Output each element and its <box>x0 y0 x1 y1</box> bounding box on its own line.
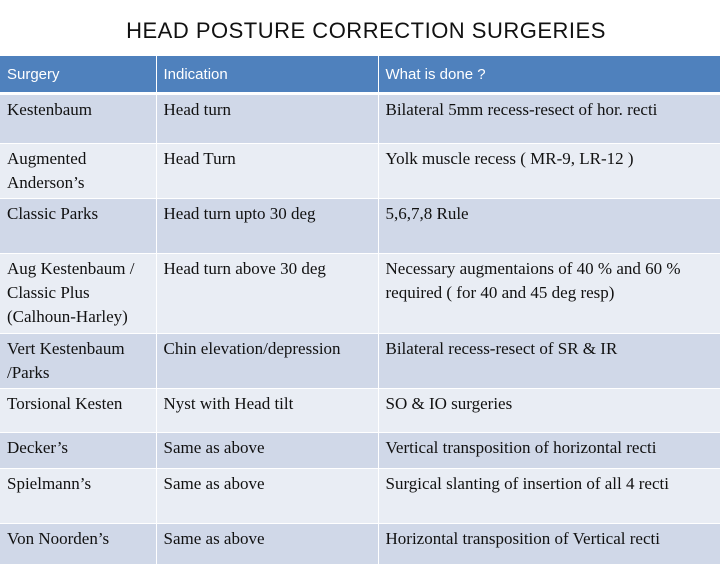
cell-indication: Head turn upto 30 deg <box>156 199 378 254</box>
cell-procedure: SO & IO surgeries <box>378 389 720 433</box>
cell-surgery: Aug Kestenbaum / Classic Plus (Calhoun-Harley) <box>0 254 156 334</box>
table-row <box>0 524 720 564</box>
header-what-is-done: What is done ? <box>378 56 720 94</box>
cell-procedure: Surgical slanting of insertion of all 4 recti <box>378 469 720 524</box>
table-row <box>0 389 720 433</box>
surgeries-table <box>0 56 720 564</box>
cell-indication: Same as above <box>156 433 378 469</box>
cell-procedure: Bilateral 5mm recess-resect of hor. recti <box>378 94 720 144</box>
cell-surgery: Von Noorden’s <box>0 524 156 564</box>
cell-procedure: Yolk muscle recess ( MR-9, LR-12 ) <box>378 144 720 199</box>
table-row <box>0 199 720 254</box>
cell-indication: Head turn <box>156 94 378 144</box>
cell-surgery: Classic Parks <box>0 199 156 254</box>
table-row <box>0 144 720 199</box>
cell-indication: Head turn above 30 deg <box>156 254 378 334</box>
page-title: HEAD POSTURE CORRECTION SURGERIES <box>126 18 606 43</box>
cell-surgery: Kestenbaum <box>0 94 156 144</box>
table-row <box>0 433 720 469</box>
cell-surgery: Vert Kestenbaum /Parks <box>0 334 156 389</box>
header-indication: Indication <box>156 56 378 94</box>
cell-procedure: Horizontal transposition of Vertical recti <box>378 524 720 564</box>
table-row <box>0 469 720 524</box>
cell-procedure: Bilateral recess-resect of SR & IR <box>378 334 720 389</box>
cell-procedure: Necessary augmentaions of 40 % and 60 % required ( for 40 and 45 deg resp) <box>378 254 720 334</box>
table-row <box>0 334 720 389</box>
table-row <box>0 254 720 334</box>
cell-indication: Same as above <box>156 469 378 524</box>
cell-procedure: Vertical transposition of horizontal recti <box>378 433 720 469</box>
cell-surgery: Torsional Kesten <box>0 389 156 433</box>
cell-procedure: 5,6,7,8 Rule <box>378 199 720 254</box>
cell-indication: Chin elevation/depression <box>156 334 378 389</box>
header-surgery: Surgery <box>0 56 156 94</box>
cell-indication: Same as above <box>156 524 378 564</box>
table-row <box>0 94 720 144</box>
cell-indication: Nyst with Head tilt <box>156 389 378 433</box>
cell-indication: Head Turn <box>156 144 378 199</box>
cell-surgery: Decker’s <box>0 433 156 469</box>
cell-surgery: Spielmann’s <box>0 469 156 524</box>
cell-surgery: Augmented Anderson’s <box>0 144 156 199</box>
table-header-row <box>0 56 720 94</box>
